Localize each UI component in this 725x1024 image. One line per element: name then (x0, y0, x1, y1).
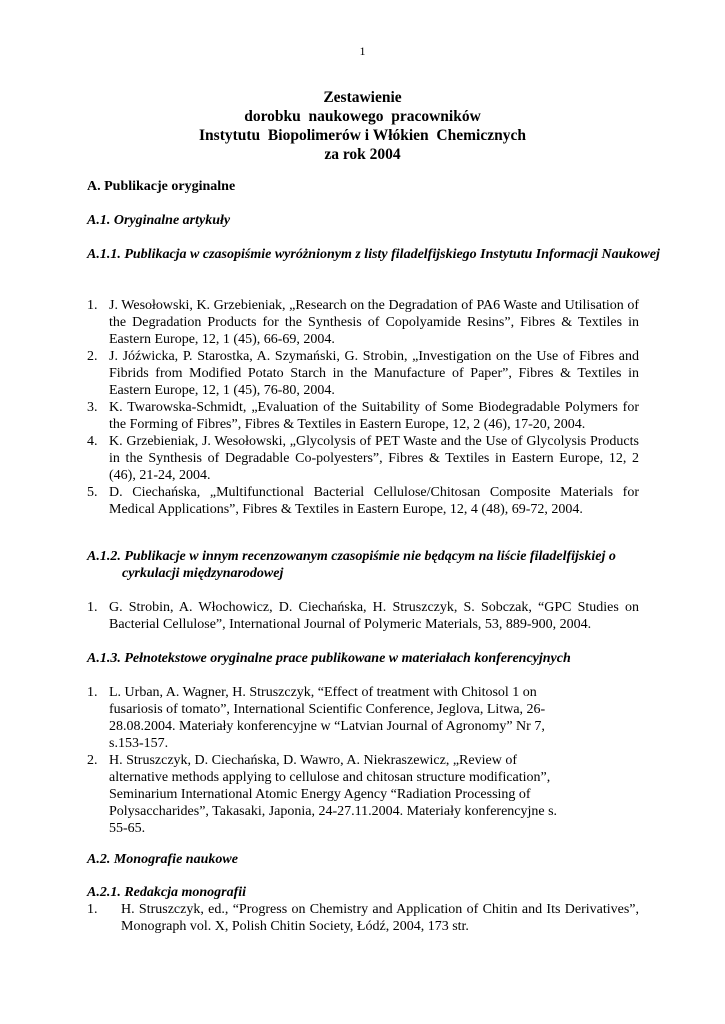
item-text: H. Struszczyk, ed., “Progress on Chemistry and Application of Chitin and Its Derivatives”, Monograph vol. X, Polish Chitin Society, Łódź, 2004, 173 str. (121, 902, 639, 934)
title-line-3: Instytutu Biopolimerów i Włókien Chemicznych (199, 127, 526, 144)
item-number: 2. (87, 753, 98, 768)
title-line-4: za rok 2004 (324, 146, 401, 163)
item-number: 1. (87, 685, 98, 700)
list-item (87, 433, 639, 484)
page-number: 1 (359, 44, 366, 58)
list-item (87, 752, 562, 837)
item-text: K. Grzebieniak, J. Wesołowski, „Glycolysis of PET Waste and the Use of Glycolysis Products in the Synthesis of Degradable Co-polyesters”, Fibres & Textiles in Eastern Europe, 12, 2 (46), 21-24, 2004. (109, 434, 639, 483)
item-text: L. Urban, A. Wagner, H. Struszczyk, “Effect of treatment with Chitosol 1 on fusariosis of tomato”, International Scientific Conference, Jeglova, Litwa, 26-28.08.2004. Materiały konferencyjne w “Latvian Journal of Agronomy” Nr 7, s.153-157. (109, 685, 546, 751)
title-line-2: dorobku naukowego pracowników (244, 108, 481, 125)
item-number: 1. (87, 298, 98, 313)
list-item (87, 684, 562, 752)
item-number: 1. (87, 902, 98, 917)
section-heading-a21: A.2.1. Redakcja monografii (87, 885, 247, 900)
publication-list-a13 (87, 684, 562, 837)
item-number: 1. (87, 600, 98, 615)
section-heading-a: A. Publikacje oryginalne (87, 179, 236, 194)
publication-list-a11 (87, 297, 639, 518)
section-heading-a1: A.1. Oryginalne artykuły (87, 213, 231, 228)
section-heading-a12: A.1.2. Publikacje w innym recenzowanym czasopiśmie nie będącym na liście filadelfijskiej o cyrkulacji międzynarodowej (87, 549, 616, 581)
section-heading-a13: A.1.3. Pełnotekstowe oryginalne prace publikowane w materiałach konferencyjnych (87, 651, 571, 666)
item-text: J. Wesołowski, K. Grzebieniak, „Research on the Degradation of PA6 Waste and Utilisation of the Degradation Products for the Synthesis of Copolyamide Resins”, Fibres & Textiles in Eastern Europe, 12, 1 (45), 66-69, 2004. (109, 298, 639, 347)
document-title (0, 88, 725, 164)
list-item (87, 297, 639, 348)
item-text: K. Twarowska-Schmidt, „Evaluation of the Suitability of Some Biodegradable Polymers for the Forming of Fibres”, Fibres & Textiles in Eastern Europe, 12, 2 (46), 17-20, 2004. (109, 400, 639, 432)
publication-list-a12 (87, 599, 639, 633)
list-item (87, 399, 639, 433)
section-heading-a2: A.2. Monografie naukowe (87, 852, 238, 867)
item-text: G. Strobin, A. Włochowicz, D. Ciechańska, H. Struszczyk, S. Sobczak, “GPC Studies on Bacterial Cellulose”, International Journal of Polymeric Materials, 53, 889-900, 2004. (109, 600, 639, 632)
item-text: H. Struszczyk, D. Ciechańska, D. Wawro, A. Niekraszewicz, „Review of alternative methods applying to cellulose and chitosan structure modification”, Seminarium International Atomic Energy Agency “Radiation Processing of Polysaccharides”, Takasaki, Japonia, 24-27.11.2004. Materiały konferencyjne s. 55-65. (109, 753, 558, 836)
item-text: J. Jóźwicka, P. Starostka, A. Szymański, G. Strobin, „Investigation on the Use of Fibres and Fibrids from Modified Potato Starch in the Manufacture of Paper”, Fibres & Textiles in Eastern Europe, 12, 1 (45), 76-80, 2004. (109, 349, 639, 398)
item-number: 2. (87, 349, 98, 364)
list-item (87, 484, 639, 518)
item-text: D. Ciechańska, „Multifunctional Bacterial Cellulose/Chitosan Composite Materials for Medical Applications”, Fibres & Textiles in Eastern Europe, 12, 4 (48), 69-72, 2004. (109, 485, 639, 517)
list-item (87, 599, 639, 633)
section-heading-a11: A.1.1. Publikacja w czasopiśmie wyróżnionym z listy filadelfijskiego Instytutu Informacji Naukowej (87, 247, 660, 262)
list-item (87, 348, 639, 399)
publication-list-a21 (87, 901, 639, 935)
title-line-1: Zestawienie (323, 89, 402, 106)
item-number: 5. (87, 485, 98, 500)
list-item (87, 901, 639, 935)
item-number: 4. (87, 434, 98, 449)
item-number: 3. (87, 400, 98, 415)
